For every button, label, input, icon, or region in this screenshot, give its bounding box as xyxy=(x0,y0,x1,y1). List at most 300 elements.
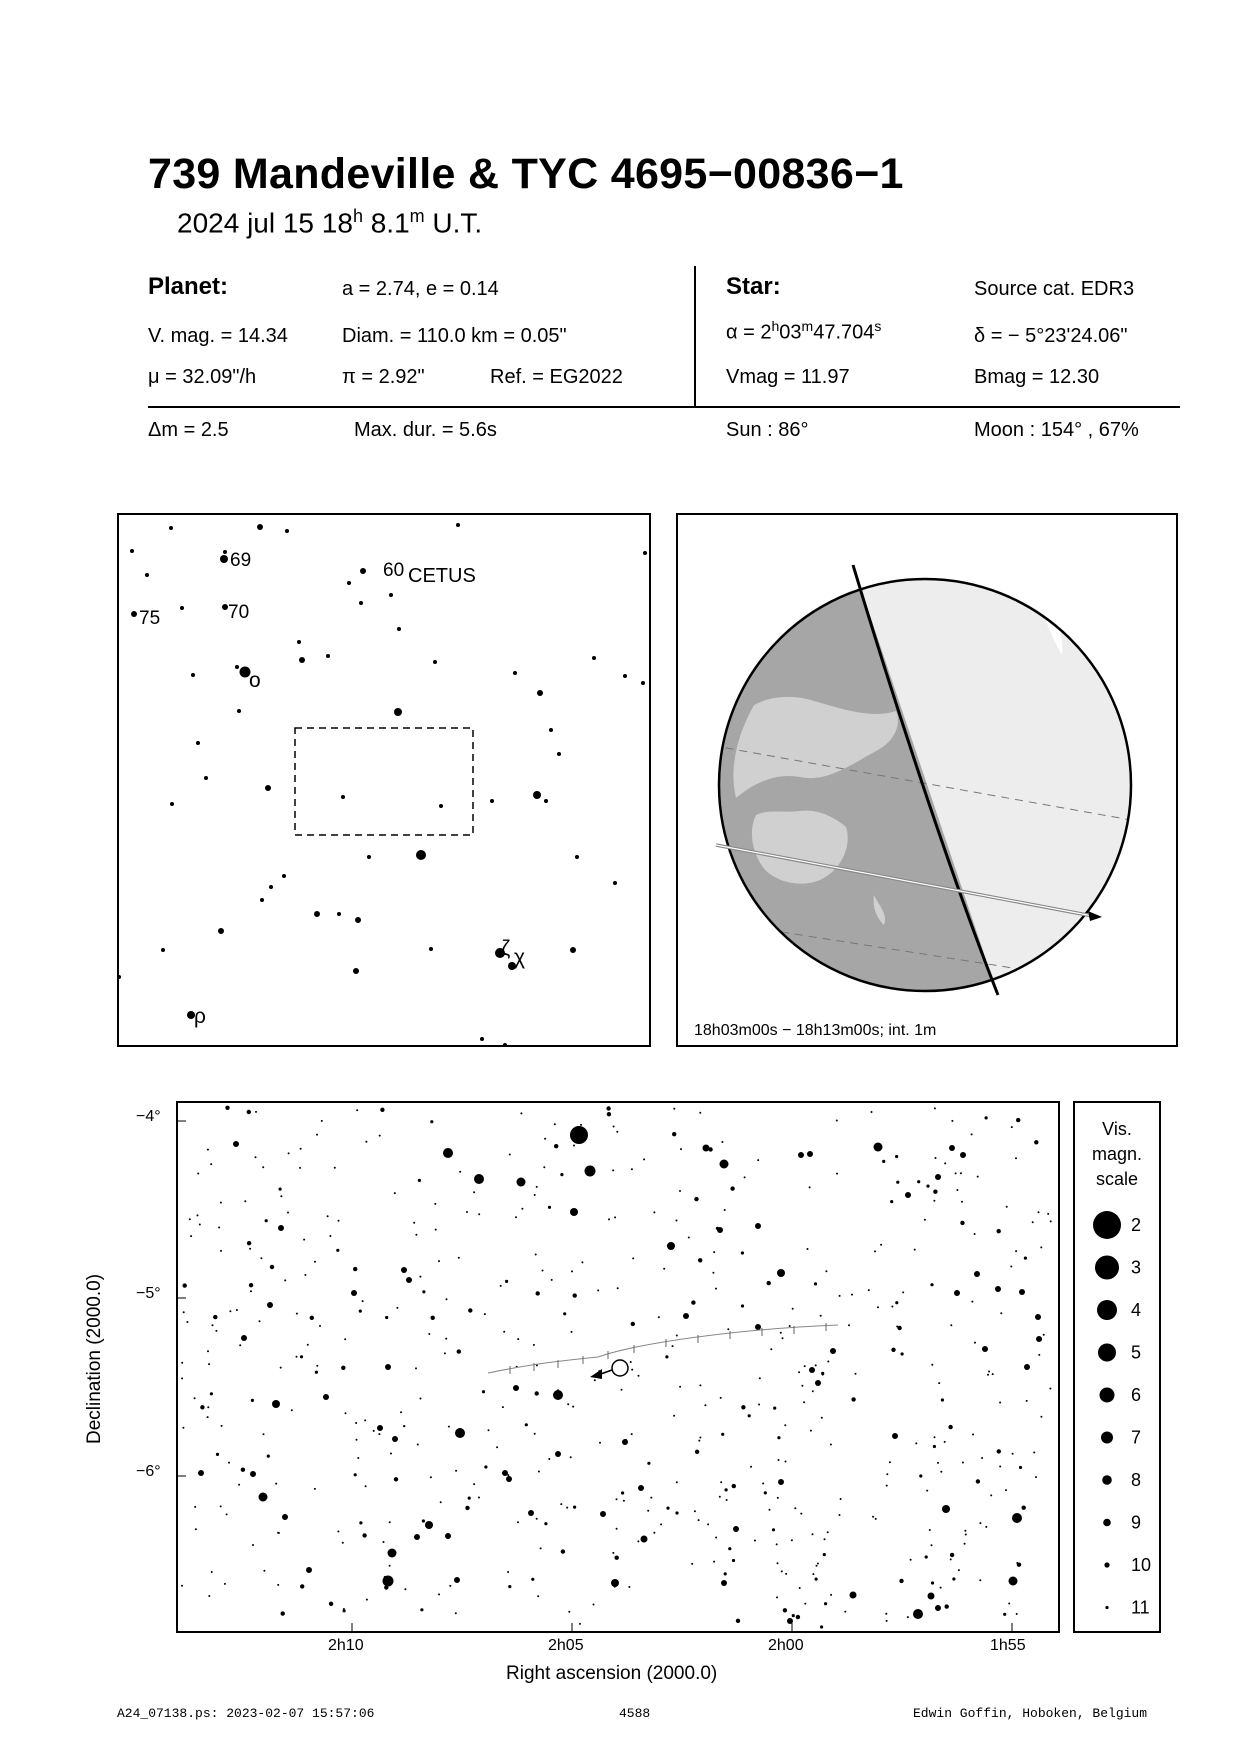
chart-star xyxy=(777,1436,780,1439)
chart-star xyxy=(665,1355,668,1358)
chart-star xyxy=(220,1505,222,1507)
chart-star xyxy=(616,1498,618,1500)
chart-star xyxy=(428,1333,430,1335)
finder-star xyxy=(119,975,121,979)
chart-star xyxy=(638,1375,640,1377)
legend-title-line-3: scale xyxy=(1095,1169,1139,1189)
chart-star xyxy=(762,1483,764,1485)
chart-star xyxy=(825,1270,827,1272)
chart-star xyxy=(1040,1246,1042,1248)
chart-star xyxy=(730,1186,734,1190)
chart-star xyxy=(430,1476,432,1478)
chart-star xyxy=(772,1528,775,1531)
chart-star xyxy=(992,1373,994,1375)
chart-star xyxy=(836,1120,838,1122)
finder-star xyxy=(456,523,460,527)
chart-star xyxy=(815,1380,821,1386)
chart-star xyxy=(430,1120,433,1123)
chart-star xyxy=(534,1433,536,1435)
chart-star xyxy=(1008,1603,1010,1605)
chart-star xyxy=(999,1466,1001,1468)
legend-mark-3 xyxy=(1095,1256,1119,1280)
chart-star xyxy=(676,1481,678,1483)
chart-star xyxy=(934,1436,936,1438)
legend-label-8: 8 xyxy=(1131,1470,1142,1490)
chart-star xyxy=(531,1578,534,1581)
chart-star xyxy=(303,1239,305,1241)
chart-star xyxy=(891,1306,893,1308)
chart-star xyxy=(507,1474,509,1476)
chart-star xyxy=(961,1201,963,1203)
chart-star xyxy=(944,1441,946,1443)
chart-star xyxy=(638,1485,644,1491)
chart-star xyxy=(244,1200,246,1202)
chart-star xyxy=(517,1338,519,1340)
chart-star xyxy=(830,1348,836,1354)
chart-star xyxy=(597,1289,599,1291)
chart-star xyxy=(982,1346,988,1352)
chart-star xyxy=(544,1138,546,1140)
chart-star xyxy=(901,1352,904,1355)
chart-star xyxy=(704,1404,706,1406)
finder-star xyxy=(359,601,363,605)
chart-star xyxy=(537,1595,539,1597)
chart-star xyxy=(502,1470,508,1476)
finder-star xyxy=(341,795,345,799)
magnitude-legend xyxy=(1073,1101,1161,1633)
finder-star xyxy=(490,799,494,803)
chart-star xyxy=(614,1586,616,1588)
chart-star xyxy=(226,1513,228,1515)
chart-star xyxy=(892,1433,898,1439)
chart-star xyxy=(815,1364,817,1366)
finder-star xyxy=(282,874,286,878)
chart-star xyxy=(181,1377,183,1379)
chart-star xyxy=(647,1462,650,1465)
chart-star xyxy=(641,1536,648,1543)
globe-svg xyxy=(678,515,1176,1045)
chart-star xyxy=(695,1450,699,1454)
chart-star xyxy=(241,1335,247,1341)
chart-star xyxy=(1016,1118,1020,1122)
finder-star xyxy=(575,855,579,859)
chart-star xyxy=(617,1287,619,1289)
chart-star xyxy=(1026,1400,1028,1402)
chart-star xyxy=(533,1344,535,1346)
chart-star xyxy=(389,1565,391,1567)
chart-star xyxy=(321,1120,323,1122)
finder-star xyxy=(397,627,401,631)
chart-star xyxy=(778,1459,780,1461)
star-label-chi: χ xyxy=(514,946,526,969)
chart-star xyxy=(401,1267,407,1273)
finder-star xyxy=(347,581,351,585)
chart-star xyxy=(593,1604,595,1606)
chart-star xyxy=(951,1120,953,1122)
chart-star xyxy=(902,1291,904,1293)
chart-star xyxy=(741,1304,744,1307)
chart-star xyxy=(251,1399,254,1402)
chart-star xyxy=(247,1241,251,1245)
chart-star xyxy=(365,1485,367,1487)
chart-star xyxy=(255,1111,257,1113)
chart-star xyxy=(379,1135,381,1137)
chart-star xyxy=(882,1160,885,1163)
finder-star xyxy=(269,885,273,889)
chart-star xyxy=(207,1149,209,1151)
chart-star xyxy=(263,1570,265,1572)
chart-star xyxy=(804,1603,806,1605)
chart-star xyxy=(926,1490,928,1492)
chart-star xyxy=(448,1426,450,1428)
legend-mark-11 xyxy=(1105,1606,1108,1609)
chart-star xyxy=(676,1220,678,1222)
chart-star xyxy=(535,1391,539,1395)
chart-star xyxy=(466,1211,468,1213)
chart-star xyxy=(732,1559,735,1562)
chart-star xyxy=(803,1401,805,1403)
finder-star xyxy=(623,674,627,678)
legend-mark-7 xyxy=(1101,1432,1113,1444)
chart-star xyxy=(288,1152,290,1154)
chart-star xyxy=(543,1166,545,1168)
legend-mark-9 xyxy=(1103,1519,1111,1527)
finder-star xyxy=(265,785,271,791)
track-arrow-icon xyxy=(1088,911,1102,921)
chart-star xyxy=(444,1352,446,1354)
chart-star xyxy=(385,1364,391,1370)
finder-star xyxy=(641,681,645,685)
chart-star xyxy=(997,1449,1001,1453)
chart-star xyxy=(727,1328,729,1330)
x-tick-label-4: 1h55 xyxy=(990,1637,1026,1654)
chart-star xyxy=(809,1186,811,1188)
chart-star xyxy=(344,1338,346,1340)
chart-star xyxy=(560,1503,562,1505)
chart-star xyxy=(425,1521,433,1529)
chart-star xyxy=(502,1406,504,1408)
chart-star xyxy=(840,1498,842,1500)
chart-star xyxy=(513,1385,519,1391)
chart-star xyxy=(213,1315,217,1319)
chart-star xyxy=(792,1614,795,1617)
chart-star xyxy=(773,1407,776,1410)
chart-star xyxy=(937,1462,939,1464)
chart-star xyxy=(300,1148,302,1150)
chart-star xyxy=(1015,1157,1017,1159)
chart-star xyxy=(1038,1211,1040,1213)
legend-title-line-2: magn. xyxy=(1091,1144,1143,1164)
chart-star xyxy=(676,1335,678,1337)
finder-stars xyxy=(119,523,649,1045)
chart-star xyxy=(287,1212,289,1214)
chart-star xyxy=(250,1290,252,1292)
chart-star xyxy=(345,1412,347,1414)
chart-star xyxy=(1049,1388,1051,1390)
chart-star xyxy=(886,1473,888,1475)
chart-star xyxy=(703,1145,710,1152)
star-chart-svg xyxy=(178,1103,1058,1631)
chart-star xyxy=(259,1493,268,1502)
chart-star xyxy=(265,1219,268,1222)
chart-star xyxy=(712,1272,714,1274)
chart-stars xyxy=(181,1106,1052,1629)
chart-star xyxy=(940,1587,942,1589)
chart-star xyxy=(314,1261,316,1263)
chart-star xyxy=(354,1473,357,1476)
chart-star xyxy=(455,1428,465,1438)
chart-star xyxy=(207,1406,209,1408)
chart-star xyxy=(679,1190,681,1192)
chart-star xyxy=(999,1402,1001,1404)
chart-star xyxy=(200,1405,204,1409)
ra-s: s xyxy=(874,318,882,334)
chart-star xyxy=(757,1159,759,1161)
chart-star xyxy=(329,1602,333,1606)
chart-star xyxy=(280,1195,282,1197)
chart-star xyxy=(517,1178,526,1187)
chart-star xyxy=(875,1518,877,1520)
chart-star xyxy=(767,1281,771,1285)
legend-mark-10 xyxy=(1104,1562,1109,1567)
time-suffix: U.T. xyxy=(424,207,483,239)
chart-star xyxy=(1017,1563,1021,1567)
chart-star xyxy=(249,1248,251,1250)
table-divider-vertical xyxy=(694,266,696,408)
chart-star xyxy=(890,1200,893,1203)
date-prefix: 2024 jul 15 18 xyxy=(177,207,353,239)
chart-star xyxy=(628,1586,630,1588)
chart-star xyxy=(915,1442,917,1444)
chart-star xyxy=(506,1476,512,1482)
chart-star xyxy=(181,1362,183,1364)
chart-star xyxy=(650,1497,652,1499)
chart-star xyxy=(777,1562,779,1564)
chart-star xyxy=(277,1584,279,1586)
chart-star xyxy=(573,1506,576,1509)
chart-star xyxy=(190,1235,192,1237)
chart-star xyxy=(647,1510,649,1512)
chart-star xyxy=(844,1611,846,1613)
chart-star xyxy=(458,1257,460,1259)
x-tick-label-1: 2h10 xyxy=(328,1637,364,1654)
chart-star xyxy=(812,1533,814,1535)
chart-star xyxy=(1009,1577,1018,1586)
chart-star xyxy=(733,1526,739,1532)
chart-star xyxy=(789,1325,791,1327)
chart-star xyxy=(631,1369,633,1371)
chart-star xyxy=(1040,1339,1042,1341)
chart-star xyxy=(895,1301,898,1304)
chart-star xyxy=(186,1321,188,1323)
chart-star xyxy=(817,1563,819,1565)
y-tick-label-1: −4° xyxy=(136,1108,161,1125)
chart-star xyxy=(542,1270,544,1272)
chart-star xyxy=(987,1374,989,1376)
chart-star xyxy=(364,1419,366,1421)
chart-star xyxy=(799,1587,801,1589)
chart-star xyxy=(698,1519,700,1521)
chart-star xyxy=(570,1456,572,1458)
planet-orbit: a = 2.74, e = 0.14 xyxy=(342,278,499,300)
chart-star xyxy=(357,1457,359,1459)
legend-marks xyxy=(1093,1211,1151,1618)
chart-star xyxy=(484,1313,486,1315)
chart-star xyxy=(484,1465,487,1468)
star-label-rho: ρ xyxy=(194,1005,206,1028)
chart-star xyxy=(930,1283,933,1286)
page-title: 739 Mandeville & TYC 4695−00836−1 xyxy=(148,150,904,198)
chart-star xyxy=(250,1471,256,1477)
finder-star xyxy=(285,529,289,533)
chart-star xyxy=(536,1186,538,1188)
chart-star xyxy=(211,1571,213,1573)
legend-label-5: 5 xyxy=(1131,1342,1142,1363)
chart-star xyxy=(713,1251,715,1253)
chart-star xyxy=(851,1294,853,1296)
ra-prefix: α = 2 xyxy=(726,321,772,344)
chart-star xyxy=(778,1479,784,1485)
chart-star xyxy=(895,1155,898,1158)
chart-star xyxy=(182,1427,184,1429)
chart-star xyxy=(553,1390,563,1400)
chart-star xyxy=(804,1365,806,1367)
finder-star xyxy=(235,665,239,669)
chart-star xyxy=(194,1506,196,1508)
chart-star xyxy=(877,1306,879,1308)
finder-chart xyxy=(117,513,651,1047)
chart-star xyxy=(396,1307,398,1309)
star-vmag: Vmag = 11.97 xyxy=(726,366,850,388)
chart-star xyxy=(666,1507,669,1510)
chart-star xyxy=(385,1316,388,1319)
chart-star xyxy=(1010,1266,1012,1268)
chart-star xyxy=(942,1505,950,1513)
chart-star xyxy=(754,1540,756,1542)
target-star-circle xyxy=(612,1360,628,1376)
x-tick-label-3: 2h00 xyxy=(768,1637,804,1654)
chart-star xyxy=(281,1611,285,1615)
chart-star xyxy=(422,1519,425,1522)
legend-mark-4 xyxy=(1097,1300,1117,1320)
chart-star xyxy=(505,1280,508,1283)
chart-star xyxy=(406,1277,412,1283)
chart-star xyxy=(672,1345,674,1347)
chart-star xyxy=(473,1483,475,1485)
chart-star xyxy=(1000,1312,1002,1314)
chart-star xyxy=(820,1315,822,1317)
chart-star xyxy=(976,1479,980,1483)
chart-star xyxy=(284,1279,286,1281)
finder-star xyxy=(429,947,433,951)
chart-star xyxy=(316,1365,318,1367)
chart-star xyxy=(540,1547,542,1549)
star-ra xyxy=(726,318,881,345)
star-label-69: 69 xyxy=(230,550,252,571)
finder-star xyxy=(326,654,330,658)
chart-star xyxy=(809,1367,815,1373)
chart-star xyxy=(528,1510,534,1516)
chart-star xyxy=(741,1405,745,1409)
chart-star xyxy=(623,1500,625,1502)
chart-star xyxy=(784,1424,786,1426)
chart-star xyxy=(732,1484,736,1488)
chart-star xyxy=(889,1461,891,1463)
chart-star xyxy=(874,1143,883,1152)
chart-star xyxy=(935,1605,941,1611)
finder-star xyxy=(337,912,341,916)
chart-star xyxy=(663,1268,665,1270)
legend-label-4: 4 xyxy=(1131,1300,1142,1320)
chart-star xyxy=(750,1466,752,1468)
footer-file: A24_07138.ps: 2023-02-07 15:57:06 xyxy=(117,1706,375,1721)
chart-star xyxy=(359,1521,362,1524)
footer-number: 4588 xyxy=(619,1706,651,1721)
finder-star xyxy=(367,855,371,859)
chart-star xyxy=(926,1185,929,1188)
finder-star xyxy=(394,708,402,716)
chart-star xyxy=(777,1269,785,1277)
chart-star xyxy=(715,1537,717,1539)
chart-star xyxy=(449,1585,451,1587)
chart-star xyxy=(1011,1126,1013,1128)
chart-star xyxy=(420,1398,422,1400)
chart-star xyxy=(1016,1613,1018,1615)
chart-star xyxy=(282,1514,288,1520)
chart-star xyxy=(801,1385,803,1387)
finder-star xyxy=(260,898,264,902)
chart-star xyxy=(183,1283,187,1287)
chart-star xyxy=(560,1173,563,1176)
chart-star xyxy=(507,1571,509,1573)
chart-star xyxy=(724,1209,726,1211)
chart-star xyxy=(314,1488,316,1490)
chart-star xyxy=(300,1355,303,1358)
chart-star xyxy=(929,1529,931,1531)
chart-star xyxy=(612,1552,614,1554)
chart-star xyxy=(783,1608,787,1612)
chart-star xyxy=(781,1570,783,1572)
finder-star xyxy=(169,526,173,530)
chart-star xyxy=(366,1599,368,1601)
chart-star xyxy=(554,1144,558,1148)
chart-star xyxy=(748,1414,751,1417)
chart-star xyxy=(536,1291,540,1295)
chart-star xyxy=(632,1257,634,1259)
chart-star xyxy=(599,1442,601,1444)
chart-star xyxy=(769,1509,771,1511)
zoom-region-box xyxy=(295,728,473,835)
chart-star xyxy=(716,1227,719,1230)
chart-star xyxy=(334,1167,336,1169)
chart-star xyxy=(691,1300,695,1304)
chart-star xyxy=(935,1174,941,1180)
chart-star xyxy=(613,1126,615,1128)
chart-star xyxy=(525,1423,528,1426)
chart-star xyxy=(950,1558,952,1560)
chart-star xyxy=(972,1434,974,1436)
chart-star xyxy=(741,1251,744,1254)
ra-sec: 47.704 xyxy=(813,321,875,344)
chart-star xyxy=(855,1373,857,1375)
finder-star xyxy=(130,549,134,553)
chart-star xyxy=(979,1579,981,1581)
chart-star xyxy=(259,1320,261,1322)
chart-star xyxy=(658,1316,660,1318)
star-label-omicron: ο xyxy=(249,669,261,692)
finder-star xyxy=(220,555,228,563)
chart-star xyxy=(839,1295,841,1297)
